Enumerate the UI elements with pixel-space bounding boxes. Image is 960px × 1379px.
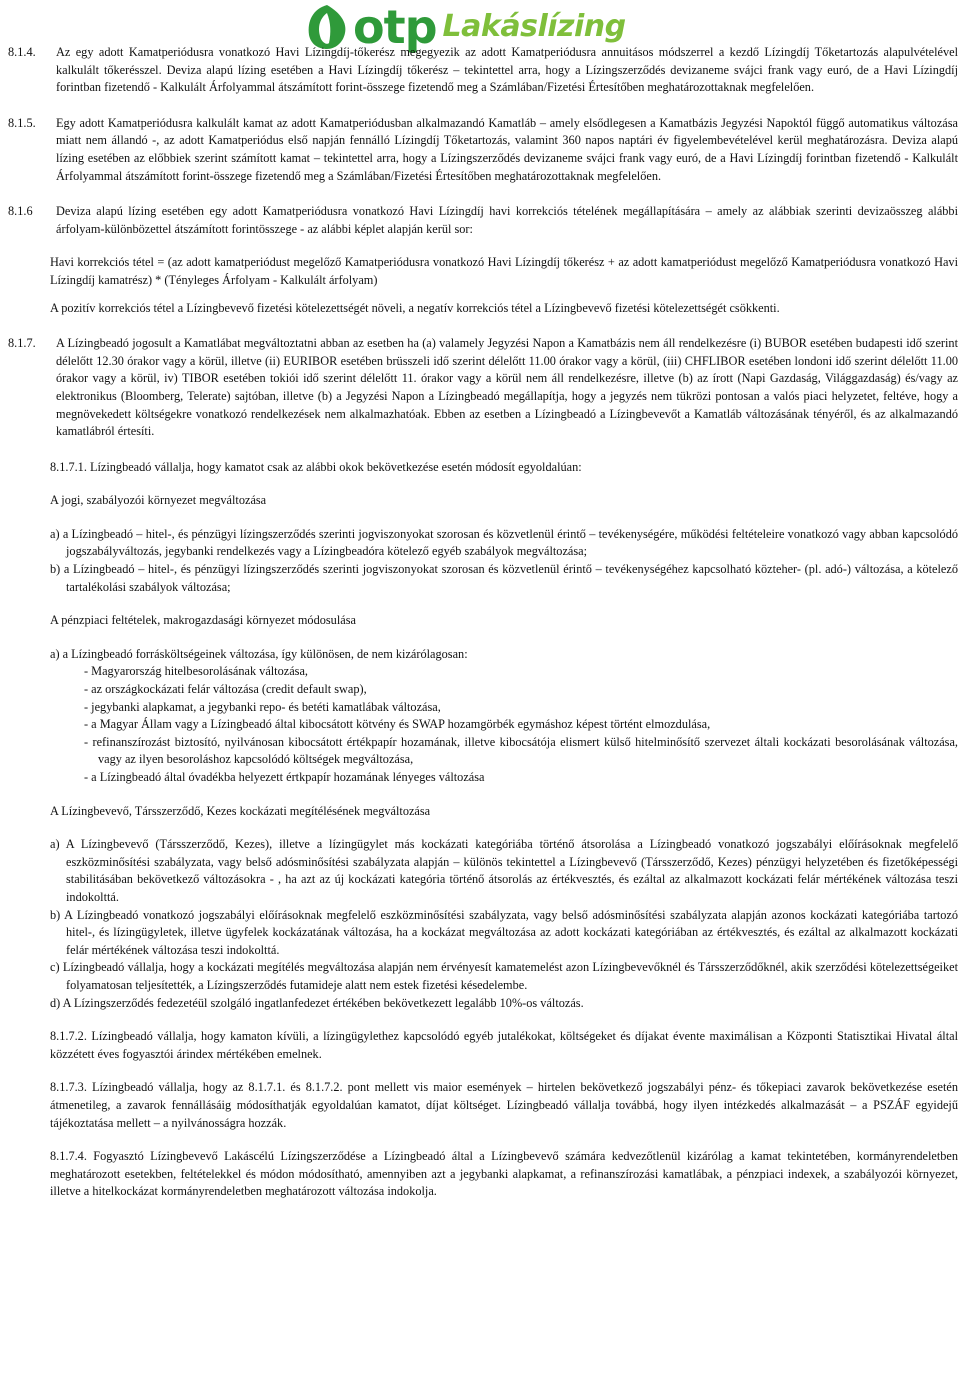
correction-note: A pozitív korrekciós tétel a Lízingbevevő fizetési kötelezettségét növeli, a negatív korrekciós tétel a Lízingbevevő fizetési kötelezettségét csökkenti. <box>50 300 780 315</box>
dash-item: - Magyarország hitelbesorolásának változása, <box>84 664 308 679</box>
section-8-1-7-3: 8.1.7.3. Lízingbeadó vállalja, hogy az 8.1.7.1. és 8.1.7.2. pont mellett vis maior események – hirtelen bekövetkező jogszabályi pénz- és tőkepiaci zavarok bekövetkezése esetén átmenetileg, a zavarok fennállásáig módosíthatják egyoldalúan kamatot, díjat költséget. Lízingbeadó vállalja továbbá, hogy ilyen intézkedés alkalmazását – a PSZÁF egyidejű tájékoztatása mellett – a nyilvánosságra hozzák. <box>50 1080 958 1130</box>
dash-item: - a Magyar Állam vagy a Lízingbeadó által kibocsátott kötvény és SWAP hozamgörbék egymáshoz képest történt elmozdulása, <box>84 717 711 732</box>
section-8-1-7-2: 8.1.7.2. Lízingbeadó vállalja, hogy kamaton kívüli, a lízingügylethez kapcsolódó egyéb jutalékokat, költségeket és díjakat évente maximálisan a Központi Statisztikai Hivatal által közzétett éves fogyasztói árindex mértékében emelnek. <box>50 1029 958 1061</box>
section-text: Az egy adott Kamatperiódusra vonatkozó Havi Lízingdíj-tőkerész megegyezik az adott Kamatperiódusra annuitásos módszerrel a kezdő Lízingdíj Tőketartozás alapulvételével kalkulált tőkerésszel. Deviza alapú lízing esetében a Havi Lízingdíj tőkerész – tekintettel arra, hogy a Lízingszerződés devizaneme svájci frank vagy euró, de a Havi Lízingdíj forintban fizetendő - Kalkulált Árfolyammal átszámított forint-összege fizetendő meg a Számlában/Fizetési Értesítőben meghatározottaknak megfelelően. <box>56 45 958 95</box>
brand-secondary: Lakáslízing <box>442 9 626 44</box>
heading-money-market: A pénzpiaci feltételek, makrogazdasági környezet módosulása <box>50 613 356 628</box>
heading-risk-assessment: A Lízingbevevő, Társszerződő, Kezes kockázati megítélésének megváltozása <box>50 803 431 818</box>
section-number: 8.1.7. <box>8 336 36 351</box>
list-item: a) a Lízingbeadó forrásköltségeinek változása, így különösen, de nem kizárólagosan: <box>50 646 468 661</box>
list-item: a) a Lízingbeadó – hitel-, és pénzügyi lízingszerződés szerinti jogviszonyokat szorosan és közvetlenül érintő – tevékenységére, működési feltételeire vonatkozó vagy abban kapcsolódó jogszabályváltozás, jegybanki rendelkezés vagy a Lízingbeadóra kötelező egyéb szabályok megváltozása; <box>50 526 958 559</box>
dash-item: - refinanszírozást biztosító, nyilvánosan kibocsátott értékpapír hozamának, illetve kibocsátója elismert külső hitelminősítő szervezet általi kockázati besorolásának változása, vagy az ilyen besoroláshoz kapcsolódó költségek megváltozása, <box>84 734 958 767</box>
list-item: b) a Lízingbeadó – hitel-, és pénzügyi lízingszerződés szerinti jogviszonyokat szorosan és közvetlenül érintő – tevékenységéhez kapcsolható közteher- (pl. adó-) változása, a kötelező tartalékolási szabályok változása; <box>50 562 958 594</box>
document-body <box>8 44 958 1201</box>
section-8-1-5 <box>8 115 958 185</box>
heading-legal-environment: A jogi, szabályozói környezet megváltozása <box>50 493 267 508</box>
correction-formula: Havi korrekciós tétel = (az adott kamatperiódust megelőző Kamatperiódusra vonatkozó Havi Lízingdíj tőkerész + az adott kamatperiódust megelőző Kamatperiódusra vonatkozó Havi Lízingdíj kamatrész) * (Tényleges Árfolyam - Kalkulált árfolyam) <box>50 255 958 287</box>
section-text: Egy adott Kamatperiódusra kalkulált kamat az adott Kamatperiódusban alkalmazandó Kamatláb – amely elsődlegesen a Kamatbázis Jegyzési Napoktól függő automatikus változása miatt nem állandó -, az adott Kamatperiódus első napján fennálló Lízingdíj Tőketartozás, valamint 360 napos naptári év figyelembevételével kerül meghatározásra. Deviza alapú lízing esetében az előbbiek szerint számított kamat – tekintettel arra, hogy a Lízingszerződés devizaneme svájci frank vagy euró, de a Havi Lízingdíj forintban fizetendő - Kalkulált Árfolyammal átszámított forint-összege fizetendő meg a Számlában/Fizetési Értesítőben meghatározottaknak megfelelően. <box>56 115 958 183</box>
section-text: A Lízingbeadó jogosult a Kamatlábat megváltoztatni abban az esetben ha (a) valamely Jegyzési Napon a Kamatbázis nem áll rendelkezésre (i) BUBOR esetében budapesti idő szerint délelőtt 12.30 órakor vagy a körül, illetve (ii) EURIBOR esetében brüsszeli idő szerint délelőtt 11.00 órakor vagy a körül, (iii) CHFLIBOR esetében londoni idő szerint délelőtt 11.00 órakor vagy a körül, iv) TIBOR esetében tokiói idő szerint délelőtt 11. órakor vagy a körül nem áll rendelkezésre, illetve (b) az írott (Napi Gazdaság, Világgazdaság) és/vagy az elektronikus (Bloomberg, Telerate) sajtóban, illetve (b) a Jegyzési Napon a Lízingbeadó megállapítja, hogy a jegyzés nem tükrözi pontosan a valós piaci helyzetet, feltéve, hogy a megnövekedett költségekre vonatkozó rendelkezések nem alkalmazhatóak. Ebben az esetben a Lízingbeadó a Lízingbevevőt a Kamatláb változásának tényéről, és az alkalmazandó kamatlábról értesíti. <box>56 336 958 439</box>
section-text: Deviza alapú lízing esetében egy adott Kamatperiódusra vonatkozó Havi Lízingdíj havi korrekciós tételének megállapítására – amely az alábbiak szerinti devizaösszeg alábbi árfolyam-különbözettel átszámított forintösszege - az alábbi képlet alapján kerül sor: <box>56 204 958 236</box>
list-item: d) A Lízingszerződés fedezetéül szolgáló ingatlanfedezet értékében bekövetkezett legalább 10%-os változás. <box>50 995 584 1010</box>
section-8-1-6 <box>8 203 958 238</box>
brand-primary: otp <box>353 0 437 54</box>
list-item: c) Lízingbeadó vállalja, hogy a kockázati megítélés megváltozása alapján nem érvényesít kamatemelést azon Lízingbevevőknél és Társszerződőknél, akik szerződési kötelezettségeiket folyamatosan teljesítették, a Lízingszerződés futamideje alatt nem estek fizetési késedelembe. <box>50 960 958 992</box>
section-number: 8.1.6 <box>8 204 33 219</box>
dash-item: - jegybanki alapkamat, a jegybanki repo- és betéti kamatlábak változása, <box>84 699 441 714</box>
dash-item: - az országkockázati felár változása (credit default swap), <box>84 682 367 697</box>
dash-item: - a Lízingbeadó által óvadékba helyezett értkpapír hozamának lényeges változása <box>84 770 485 784</box>
section-8-1-7 <box>8 335 958 441</box>
section-number: 8.1.4. <box>8 45 36 59</box>
section-8-1-7-4: 8.1.7.4. Fogyasztó Lízingbevevő Lakáscélú Lízingszerződése a Lízingbeadó által a Lízingbevevő számára kedvezőtlenül kizárólag a kamat tekintetében, kormányrendeletben meghatározott esetekben, feltételekkel és módon módosítható, amennyiben azt a jegybanki alapkamat, a refinanszírozási kamatlábak, a pénzpiaci indexek, a szabályozói környezet, illetve a hitelkockázat kormányrendeletben meghatározott változása indokolja. <box>50 1149 958 1199</box>
list-item: b) A Lízingbeadó vonatkozó jogszabályi előírásoknak megfelelő eszközminősítési szabályzata, vagy belső adósminősítési szabályzata alapján azonos kockázati kategóriába tartozó hitel-, és lízingügyletek, illetve ügyfelek kockázatának változása, ha a kockázat megváltozása az adott kockázati kategóriában az értékvesztés, és ezáltal az alkalmazott kockázati felár mértékének változása teszi indokolttá. <box>50 907 958 957</box>
list-item: a) A Lízingbevevő (Társszerződő, Kezes), illetve a lízingügylet más kockázati kategóriába történő átsorolása a Lízingbeadó vonatkozó jogszabályi előírásoknak megfelelő eszközminősítési szabályzata, vagy belső adósminősítési szabályzata alapján – különös tekintettel a Lízingbevevő (Társszerződő, Kezes) pénzügyi helyzetében és fizetőképességi stabilitásában bekövetkező változásokra - , ha azt az új kockázati kategória történő átsorolás az értékvesztés, és ezáltal az alkalmazott kockázati felár mértékének változása teszi indokolttá. <box>50 837 958 904</box>
section-8-1-7-1-intro: 8.1.7.1. Lízingbeadó vállalja, hogy kamatot csak az alábbi okok bekövetkezése esetén módosít egyoldalúan: <box>50 459 582 474</box>
section-number: 8.1.5. <box>8 115 36 130</box>
section-8-1-4 <box>8 44 958 97</box>
